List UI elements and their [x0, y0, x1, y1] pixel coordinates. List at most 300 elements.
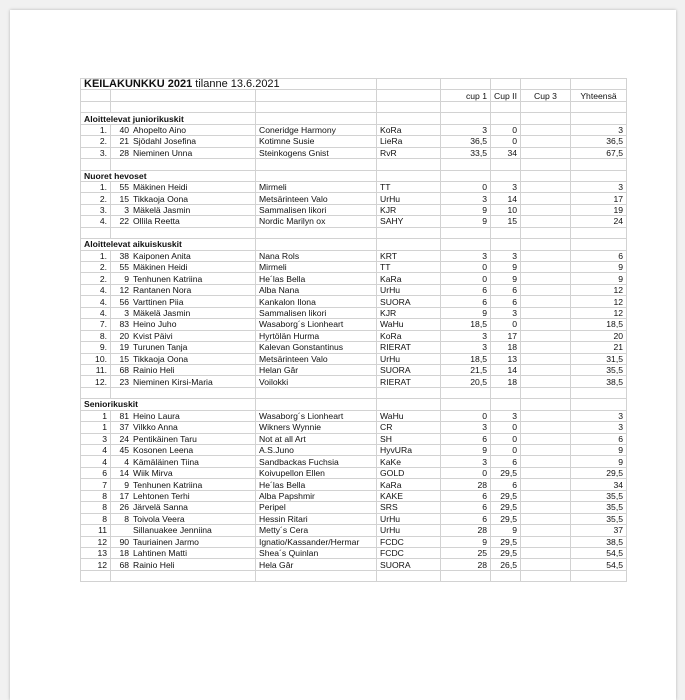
cup1-cell: 9: [441, 216, 491, 227]
rider-name: Lahtinen Matti: [133, 548, 187, 559]
total-cell: 54,5: [571, 547, 627, 558]
table-row: [81, 490, 627, 501]
club-cell: RIERAT: [377, 342, 441, 353]
rider-name: Wiik Mirva: [133, 468, 173, 479]
start-number: 3: [124, 205, 129, 216]
section-header-row: [81, 399, 627, 410]
club-cell: SUORA: [377, 296, 441, 307]
table-row: [81, 342, 627, 353]
cup3-cell: [521, 410, 571, 421]
start-number: 28: [119, 147, 129, 158]
rider-name: Kvist Päivi: [133, 330, 173, 341]
start-number: 83: [119, 319, 129, 330]
rider-cell: [111, 456, 256, 467]
total-cell: 3: [571, 410, 627, 421]
start-number: 17: [119, 490, 129, 501]
rider-cell: [111, 273, 256, 284]
start-number: 55: [119, 182, 129, 193]
cup3-cell: [521, 525, 571, 536]
cup2-cell: 17: [491, 330, 521, 341]
cup2-cell: 0: [491, 422, 521, 433]
rider-cell: [111, 250, 256, 261]
cup1-cell: 6: [441, 433, 491, 444]
club-cell: SUORA: [377, 559, 441, 570]
rank-cell: 12: [81, 536, 111, 547]
club-cell: HyvURa: [377, 445, 441, 456]
start-number: 40: [119, 124, 129, 135]
rider-cell: [111, 502, 256, 513]
table-row: [81, 204, 627, 215]
cup3-cell: [521, 433, 571, 444]
total-cell: 9: [571, 262, 627, 273]
rider-name: Pentikäinen Taru: [133, 433, 197, 444]
club-cell: UrHu: [377, 193, 441, 204]
horse-cell: A.S.Juno: [256, 445, 377, 456]
cup1-cell: 18,5: [441, 319, 491, 330]
cup2-cell: 14: [491, 193, 521, 204]
total-cell: 34: [571, 479, 627, 490]
total-cell: 18,5: [571, 319, 627, 330]
document-page: [10, 10, 676, 700]
rider-name: Tauriainen Jarmo: [133, 536, 199, 547]
rider-cell: [111, 479, 256, 490]
cup3-cell: [521, 353, 571, 364]
cup2-cell: 9: [491, 273, 521, 284]
start-number: 9: [124, 479, 129, 490]
cup2-cell: 3: [491, 410, 521, 421]
rider-name: Turunen Tanja: [133, 342, 188, 353]
section-header-row: [81, 170, 627, 181]
cup3-cell: [521, 490, 571, 501]
cup1-cell: 0: [441, 262, 491, 273]
rider-cell: [111, 307, 256, 318]
cup2-cell: 0: [491, 445, 521, 456]
rider-name: Vilkko Anna: [133, 422, 178, 433]
start-number: 9: [124, 273, 129, 284]
horse-cell: Mirmeli: [256, 262, 377, 273]
table-row: [81, 307, 627, 318]
cup1-cell: 9: [441, 307, 491, 318]
horse-cell: He´las Bella: [256, 479, 377, 490]
club-cell: KaKe: [377, 456, 441, 467]
cup2-cell: 6: [491, 284, 521, 295]
rider-name: Nieminen Unna: [133, 147, 193, 158]
horse-cell: He´las Bella: [256, 273, 377, 284]
cup1-cell: 0: [441, 181, 491, 192]
rank-cell: 12.: [81, 376, 111, 387]
spacer-row: [81, 387, 627, 398]
cup2-cell: 14: [491, 364, 521, 375]
cup1-cell: 0: [441, 410, 491, 421]
rank-cell: 1.: [81, 124, 111, 135]
total-cell: 9: [571, 456, 627, 467]
total-cell: 9: [571, 445, 627, 456]
total-cell: 19: [571, 204, 627, 215]
rider-name: Lehtonen Terhi: [133, 490, 190, 501]
rank-cell: 10.: [81, 353, 111, 364]
cup3-cell: [521, 319, 571, 330]
start-number: 4: [124, 456, 129, 467]
club-cell: GOLD: [377, 467, 441, 478]
document-title: KEILAKUNKKU 2021: [84, 78, 193, 91]
rank-cell: 1: [81, 422, 111, 433]
rider-cell: [111, 193, 256, 204]
table-row: [81, 124, 627, 135]
rank-cell: 12: [81, 559, 111, 570]
cup3-cell: [521, 124, 571, 135]
cup2-cell: 29,5: [491, 490, 521, 501]
cup3-cell: [521, 181, 571, 192]
club-cell: RIERAT: [377, 376, 441, 387]
table-row: [81, 513, 627, 524]
header-total: Yhteensä: [571, 90, 627, 101]
cup3-cell: [521, 445, 571, 456]
rider-cell: [111, 376, 256, 387]
rank-cell: 7.: [81, 319, 111, 330]
total-cell: 9: [571, 273, 627, 284]
rank-cell: 2.: [81, 262, 111, 273]
cup2-cell: 0: [491, 124, 521, 135]
horse-cell: Sammalisen likori: [256, 204, 377, 215]
table-row: [81, 410, 627, 421]
rank-cell: 2.: [81, 273, 111, 284]
rider-name: Kaiponen Anita: [133, 250, 191, 261]
total-cell: 35,5: [571, 490, 627, 501]
club-cell: KoRa: [377, 124, 441, 135]
header-row: [81, 90, 627, 101]
club-cell: SUORA: [377, 364, 441, 375]
cup2-cell: 0: [491, 433, 521, 444]
start-number: 56: [119, 296, 129, 307]
rank-cell: 1.: [81, 250, 111, 261]
table-row: [81, 479, 627, 490]
cup3-cell: [521, 376, 571, 387]
rider-name: Järvelä Sanna: [133, 502, 188, 513]
total-cell: 3: [571, 422, 627, 433]
rider-cell: [111, 296, 256, 307]
horse-cell: Mirmeli: [256, 181, 377, 192]
table-row: [81, 376, 627, 387]
horse-cell: Hela Gâr: [256, 559, 377, 570]
horse-cell: Wasaborg´s Lionheart: [256, 410, 377, 421]
table-row: [81, 525, 627, 536]
rider-cell: [111, 364, 256, 375]
section-header-row: [81, 239, 627, 250]
club-cell: TT: [377, 181, 441, 192]
start-number: 23: [119, 376, 129, 387]
start-number: 26: [119, 502, 129, 513]
rank-cell: 2.: [81, 193, 111, 204]
cup2-cell: 29,5: [491, 502, 521, 513]
rider-cell: [111, 319, 256, 330]
total-cell: 17: [571, 193, 627, 204]
total-cell: 31,5: [571, 353, 627, 364]
rider-cell: [111, 147, 256, 158]
cup2-cell: 29,5: [491, 536, 521, 547]
cup1-cell: 28: [441, 525, 491, 536]
cup1-cell: 3: [441, 124, 491, 135]
cup1-cell: 6: [441, 502, 491, 513]
rider-name: Sillanuakee Jenniina: [133, 525, 212, 536]
table-row: [81, 284, 627, 295]
cup3-cell: [521, 296, 571, 307]
cup3-cell: [521, 250, 571, 261]
total-cell: 12: [571, 296, 627, 307]
horse-cell: Metty´s Cera: [256, 525, 377, 536]
total-cell: 38,5: [571, 376, 627, 387]
table-row: [81, 422, 627, 433]
cup2-cell: 9: [491, 525, 521, 536]
club-cell: WaHu: [377, 319, 441, 330]
cup2-cell: 34: [491, 147, 521, 158]
total-cell: 36,5: [571, 136, 627, 147]
table-row: [81, 536, 627, 547]
cup1-cell: 9: [441, 445, 491, 456]
rider-name: Mäkelä Jasmin: [133, 307, 191, 318]
cup2-cell: 29,5: [491, 467, 521, 478]
cup3-cell: [521, 342, 571, 353]
horse-cell: Wasaborg´s Lionheart: [256, 319, 377, 330]
cup3-cell: [521, 262, 571, 273]
rider-name: Varttinen Piia: [133, 296, 184, 307]
cup3-cell: [521, 513, 571, 524]
club-cell: KoRa: [377, 330, 441, 341]
start-number: 68: [119, 365, 129, 376]
cup1-cell: 25: [441, 547, 491, 558]
table-row: [81, 262, 627, 273]
rider-cell: [111, 525, 256, 536]
cup3-cell: [521, 284, 571, 295]
cup1-cell: 21,5: [441, 364, 491, 375]
horse-cell: Kankalon Ilona: [256, 296, 377, 307]
cup1-cell: 3: [441, 342, 491, 353]
title-row: [81, 79, 627, 90]
horse-cell: Ignatio/Kassander/Hermar: [256, 536, 377, 547]
rider-cell: [111, 342, 256, 353]
cup3-cell: [521, 456, 571, 467]
cup3-cell: [521, 204, 571, 215]
table-row: [81, 136, 627, 147]
start-number: 19: [119, 342, 129, 353]
horse-cell: Hessin Ritari: [256, 513, 377, 524]
spacer-row: [81, 227, 627, 238]
table-row: [81, 193, 627, 204]
cup2-cell: 15: [491, 216, 521, 227]
cup2-cell: 0: [491, 319, 521, 330]
rider-name: Rainio Heli: [133, 365, 175, 376]
horse-cell: Kotimne Susie: [256, 136, 377, 147]
rank-cell: 1: [81, 410, 111, 421]
horse-cell: Wikners Wynnie: [256, 422, 377, 433]
horse-cell: Nordic Marilyn ox: [256, 216, 377, 227]
horse-cell: Metsärinteen Valo: [256, 353, 377, 364]
rider-name: Sjödahl Josefina: [133, 136, 197, 147]
start-number: 55: [119, 262, 129, 273]
club-cell: UrHu: [377, 513, 441, 524]
horse-cell: Sandbackas Fuchsia: [256, 456, 377, 467]
total-cell: 3: [571, 181, 627, 192]
rider-cell: [111, 410, 256, 421]
club-cell: TT: [377, 262, 441, 273]
rider-name: Mäkinen Heidi: [133, 182, 188, 193]
rider-cell: [111, 422, 256, 433]
horse-cell: Steinkogens Gnist: [256, 147, 377, 158]
rider-name: Tenhunen Katriina: [133, 273, 203, 284]
table-row: [81, 353, 627, 364]
total-cell: 6: [571, 250, 627, 261]
document-subtitle: tilanne 13.6.2021: [195, 78, 280, 91]
section-header-row: [81, 113, 627, 124]
horse-cell: Metsärinteen Valo: [256, 193, 377, 204]
rider-cell: [111, 330, 256, 341]
cup3-cell: [521, 559, 571, 570]
cup1-cell: 6: [441, 296, 491, 307]
club-cell: UrHu: [377, 284, 441, 295]
club-cell: SRS: [377, 502, 441, 513]
club-cell: FCDC: [377, 536, 441, 547]
rider-name: Tenhunen Katriina: [133, 479, 203, 490]
horse-cell: Koivupellon Ellen: [256, 467, 377, 478]
club-cell: SAHY: [377, 216, 441, 227]
rider-cell: [111, 559, 256, 570]
section-title: Seniorikuskit: [81, 399, 256, 410]
table-row: [81, 433, 627, 444]
rank-cell: 9.: [81, 342, 111, 353]
table-row: [81, 502, 627, 513]
rider-name: Rantanen Nora: [133, 285, 192, 296]
cup1-cell: 6: [441, 284, 491, 295]
cup2-cell: 13: [491, 353, 521, 364]
table-row: [81, 467, 627, 478]
total-cell: 54,5: [571, 559, 627, 570]
rank-cell: 4: [81, 445, 111, 456]
rider-cell: [111, 262, 256, 273]
cup1-cell: 6: [441, 513, 491, 524]
spacer-row: [81, 101, 627, 112]
cup3-cell: [521, 273, 571, 284]
cup1-cell: 28: [441, 479, 491, 490]
start-number: 8: [124, 513, 129, 524]
horse-cell: Hyrtölän Hurma: [256, 330, 377, 341]
table-row: [81, 445, 627, 456]
cup2-cell: 29,5: [491, 513, 521, 524]
rider-cell: [111, 513, 256, 524]
horse-cell: Nana Rols: [256, 250, 377, 261]
cup2-cell: 10: [491, 204, 521, 215]
table-row: [81, 216, 627, 227]
start-number: 12: [119, 285, 129, 296]
cup1-cell: 3: [441, 422, 491, 433]
start-number: 15: [119, 193, 129, 204]
cup3-cell: [521, 330, 571, 341]
horse-cell: Kalevan Gonstantinus: [256, 342, 377, 353]
rank-cell: 3.: [81, 147, 111, 158]
start-number: 90: [119, 536, 129, 547]
table-row: [81, 147, 627, 158]
start-number: 68: [119, 559, 129, 570]
rank-cell: 4.: [81, 284, 111, 295]
start-number: 18: [119, 548, 129, 559]
rider-cell: [111, 536, 256, 547]
total-cell: 35,5: [571, 513, 627, 524]
cup1-cell: 28: [441, 559, 491, 570]
total-cell: 35,5: [571, 364, 627, 375]
cup2-cell: 6: [491, 479, 521, 490]
rider-name: Mäkinen Heidi: [133, 262, 188, 273]
cup3-cell: [521, 547, 571, 558]
rider-cell: [111, 467, 256, 478]
total-cell: 12: [571, 284, 627, 295]
cup2-cell: 0: [491, 136, 521, 147]
rider-name: Tikkaoja Oona: [133, 193, 189, 204]
cup3-cell: [521, 136, 571, 147]
cup3-cell: [521, 364, 571, 375]
cup2-cell: 18: [491, 376, 521, 387]
cup3-cell: [521, 467, 571, 478]
rider-cell: [111, 204, 256, 215]
cup1-cell: 9: [441, 204, 491, 215]
rider-name: Ahopelto Aino: [133, 124, 187, 135]
rider-name: Mäkelä Jasmin: [133, 205, 191, 216]
rank-cell: 3: [81, 433, 111, 444]
club-cell: WaHu: [377, 410, 441, 421]
horse-cell: Sammalisen likori: [256, 307, 377, 318]
rider-cell: [111, 136, 256, 147]
club-cell: LieRa: [377, 136, 441, 147]
rider-cell: [111, 181, 256, 192]
horse-cell: Peripel: [256, 502, 377, 513]
cup1-cell: 33,5: [441, 147, 491, 158]
results-table: [80, 78, 627, 582]
cup1-cell: 3: [441, 193, 491, 204]
club-cell: FCDC: [377, 547, 441, 558]
cup1-cell: 0: [441, 273, 491, 284]
rank-cell: 4: [81, 456, 111, 467]
cup1-cell: 9: [441, 536, 491, 547]
rider-name: Kosonen Leena: [133, 445, 194, 456]
rider-cell: [111, 353, 256, 364]
rider-name: Heino Laura: [133, 410, 180, 421]
cup3-cell: [521, 307, 571, 318]
cup2-cell: 6: [491, 296, 521, 307]
cup2-cell: 9: [491, 262, 521, 273]
rank-cell: 11.: [81, 364, 111, 375]
rider-name: Heino Juho: [133, 319, 177, 330]
rider-cell: [111, 547, 256, 558]
rank-cell: 3.: [81, 204, 111, 215]
cup2-cell: 26,5: [491, 559, 521, 570]
section-title: Nuoret hevoset: [81, 170, 256, 181]
table-row: [81, 559, 627, 570]
rider-cell: [111, 433, 256, 444]
rank-cell: 4.: [81, 307, 111, 318]
cup1-cell: 0: [441, 467, 491, 478]
start-number: 14: [119, 468, 129, 479]
cup2-cell: 18: [491, 342, 521, 353]
cup1-cell: 3: [441, 330, 491, 341]
cup3-cell: [521, 536, 571, 547]
rank-cell: 8: [81, 490, 111, 501]
rank-cell: 2.: [81, 136, 111, 147]
cup3-cell: [521, 479, 571, 490]
header-cup2: Cup II: [491, 90, 521, 101]
horse-cell: Not at all Art: [256, 433, 377, 444]
rank-cell: 1.: [81, 181, 111, 192]
start-number: 3: [124, 307, 129, 318]
table-row: [81, 273, 627, 284]
table-row: [81, 456, 627, 467]
rider-cell: [111, 216, 256, 227]
